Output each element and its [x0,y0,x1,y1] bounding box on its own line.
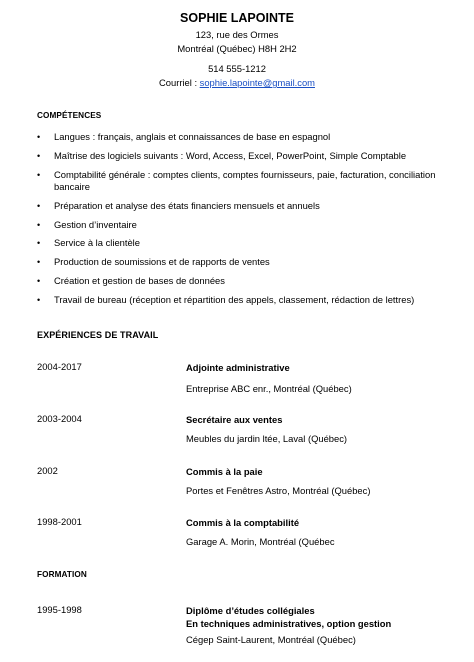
experiences-title: EXPÉRIENCES DE TRAVAIL [37,330,159,340]
email-label: Courriel : [159,77,200,88]
skill-text: Service à la clientèle [54,237,140,249]
skill-text: Gestion d’inventaire [54,218,137,230]
skill-text: Travail de bureau (réception et répartition des appels, classement, rédaction de lettres) [54,293,415,305]
skill-text: Langues : français, anglais et connaissances de base en espagnol [54,131,331,142]
entry-title-line-2: En techniques administratives, option gestion [186,618,392,629]
bullet-icon: • [37,200,41,211]
list-item [37,200,447,213]
entry-years: 1998-2001 [37,516,82,527]
list-item [37,150,447,163]
bullet-icon: • [37,132,41,142]
list-item [37,256,447,269]
email-line [0,76,474,90]
skill-text: Création et gestion de bases de données [54,275,225,287]
entry-place: Garage A. Morin, Montréal (Québec [186,536,335,547]
candidate-name: SOPHIE LAPOINTE [180,11,294,25]
entry-place: Entreprise ABC enr., Montréal (Québec) [186,383,352,394]
entry-place: Portes et Fenêtres Astro, Montréal (Québec) [186,485,371,496]
bullet-icon: • [37,219,41,230]
list-item [37,294,447,307]
email-link[interactable]: sophie.lapointe@gmail.com [199,77,315,88]
entry-years: 2003-2004 [37,413,82,424]
bullet-icon: • [37,294,41,305]
entry-title: Adjointe administrative [186,362,290,373]
list-item [37,131,447,144]
formation-title: FORMATION [37,570,87,579]
competences-list [37,131,447,313]
bullet-icon: • [37,238,41,249]
list-item [37,219,447,232]
bullet-icon: • [37,257,41,268]
entry-place: Cégep Saint-Laurent, Montréal (Québec) [186,634,356,645]
skill-text: Maîtrise des logiciels suivants : Word, Access, Excel, PowerPoint, Simple Comptable [54,149,407,161]
list-item [37,275,447,288]
address-line-2: Montréal (Québec) H8H 2H2 [177,43,297,54]
entry-title-line-1: Diplôme d’études collégiales [186,605,315,616]
skill-text: Comptabilité générale : comptes clients, comptes fournisseurs, paie, facturation, conciliation bancaire [54,168,436,193]
bullet-icon: • [37,276,41,287]
bullet-icon: • [37,169,41,180]
entry-place: Meubles du jardin ltée, Laval (Québec) [186,433,348,444]
skill-text: Production de soumissions et de rapports de ventes [54,256,270,268]
entry-years: 2002 [37,465,58,476]
entry-title: Commis à la paie [186,466,263,477]
entry-years: 2004-2017 [37,361,82,372]
address-line-1: 123, rue des Ormes [195,29,279,40]
entry-title: Commis à la comptabilité [186,517,300,528]
skill-text: Préparation et analyse des états financiers mensuels et annuels [54,199,320,211]
entry-years: 1995-1998 [37,604,82,615]
list-item [37,237,447,250]
competences-title: COMPÉTENCES [37,111,102,120]
entry-title: Secrétaire aux ventes [186,414,283,425]
phone-number: 514 555-1212 [208,63,266,74]
resume-header [0,10,474,90]
list-item [37,169,447,194]
bullet-icon: • [37,150,41,161]
